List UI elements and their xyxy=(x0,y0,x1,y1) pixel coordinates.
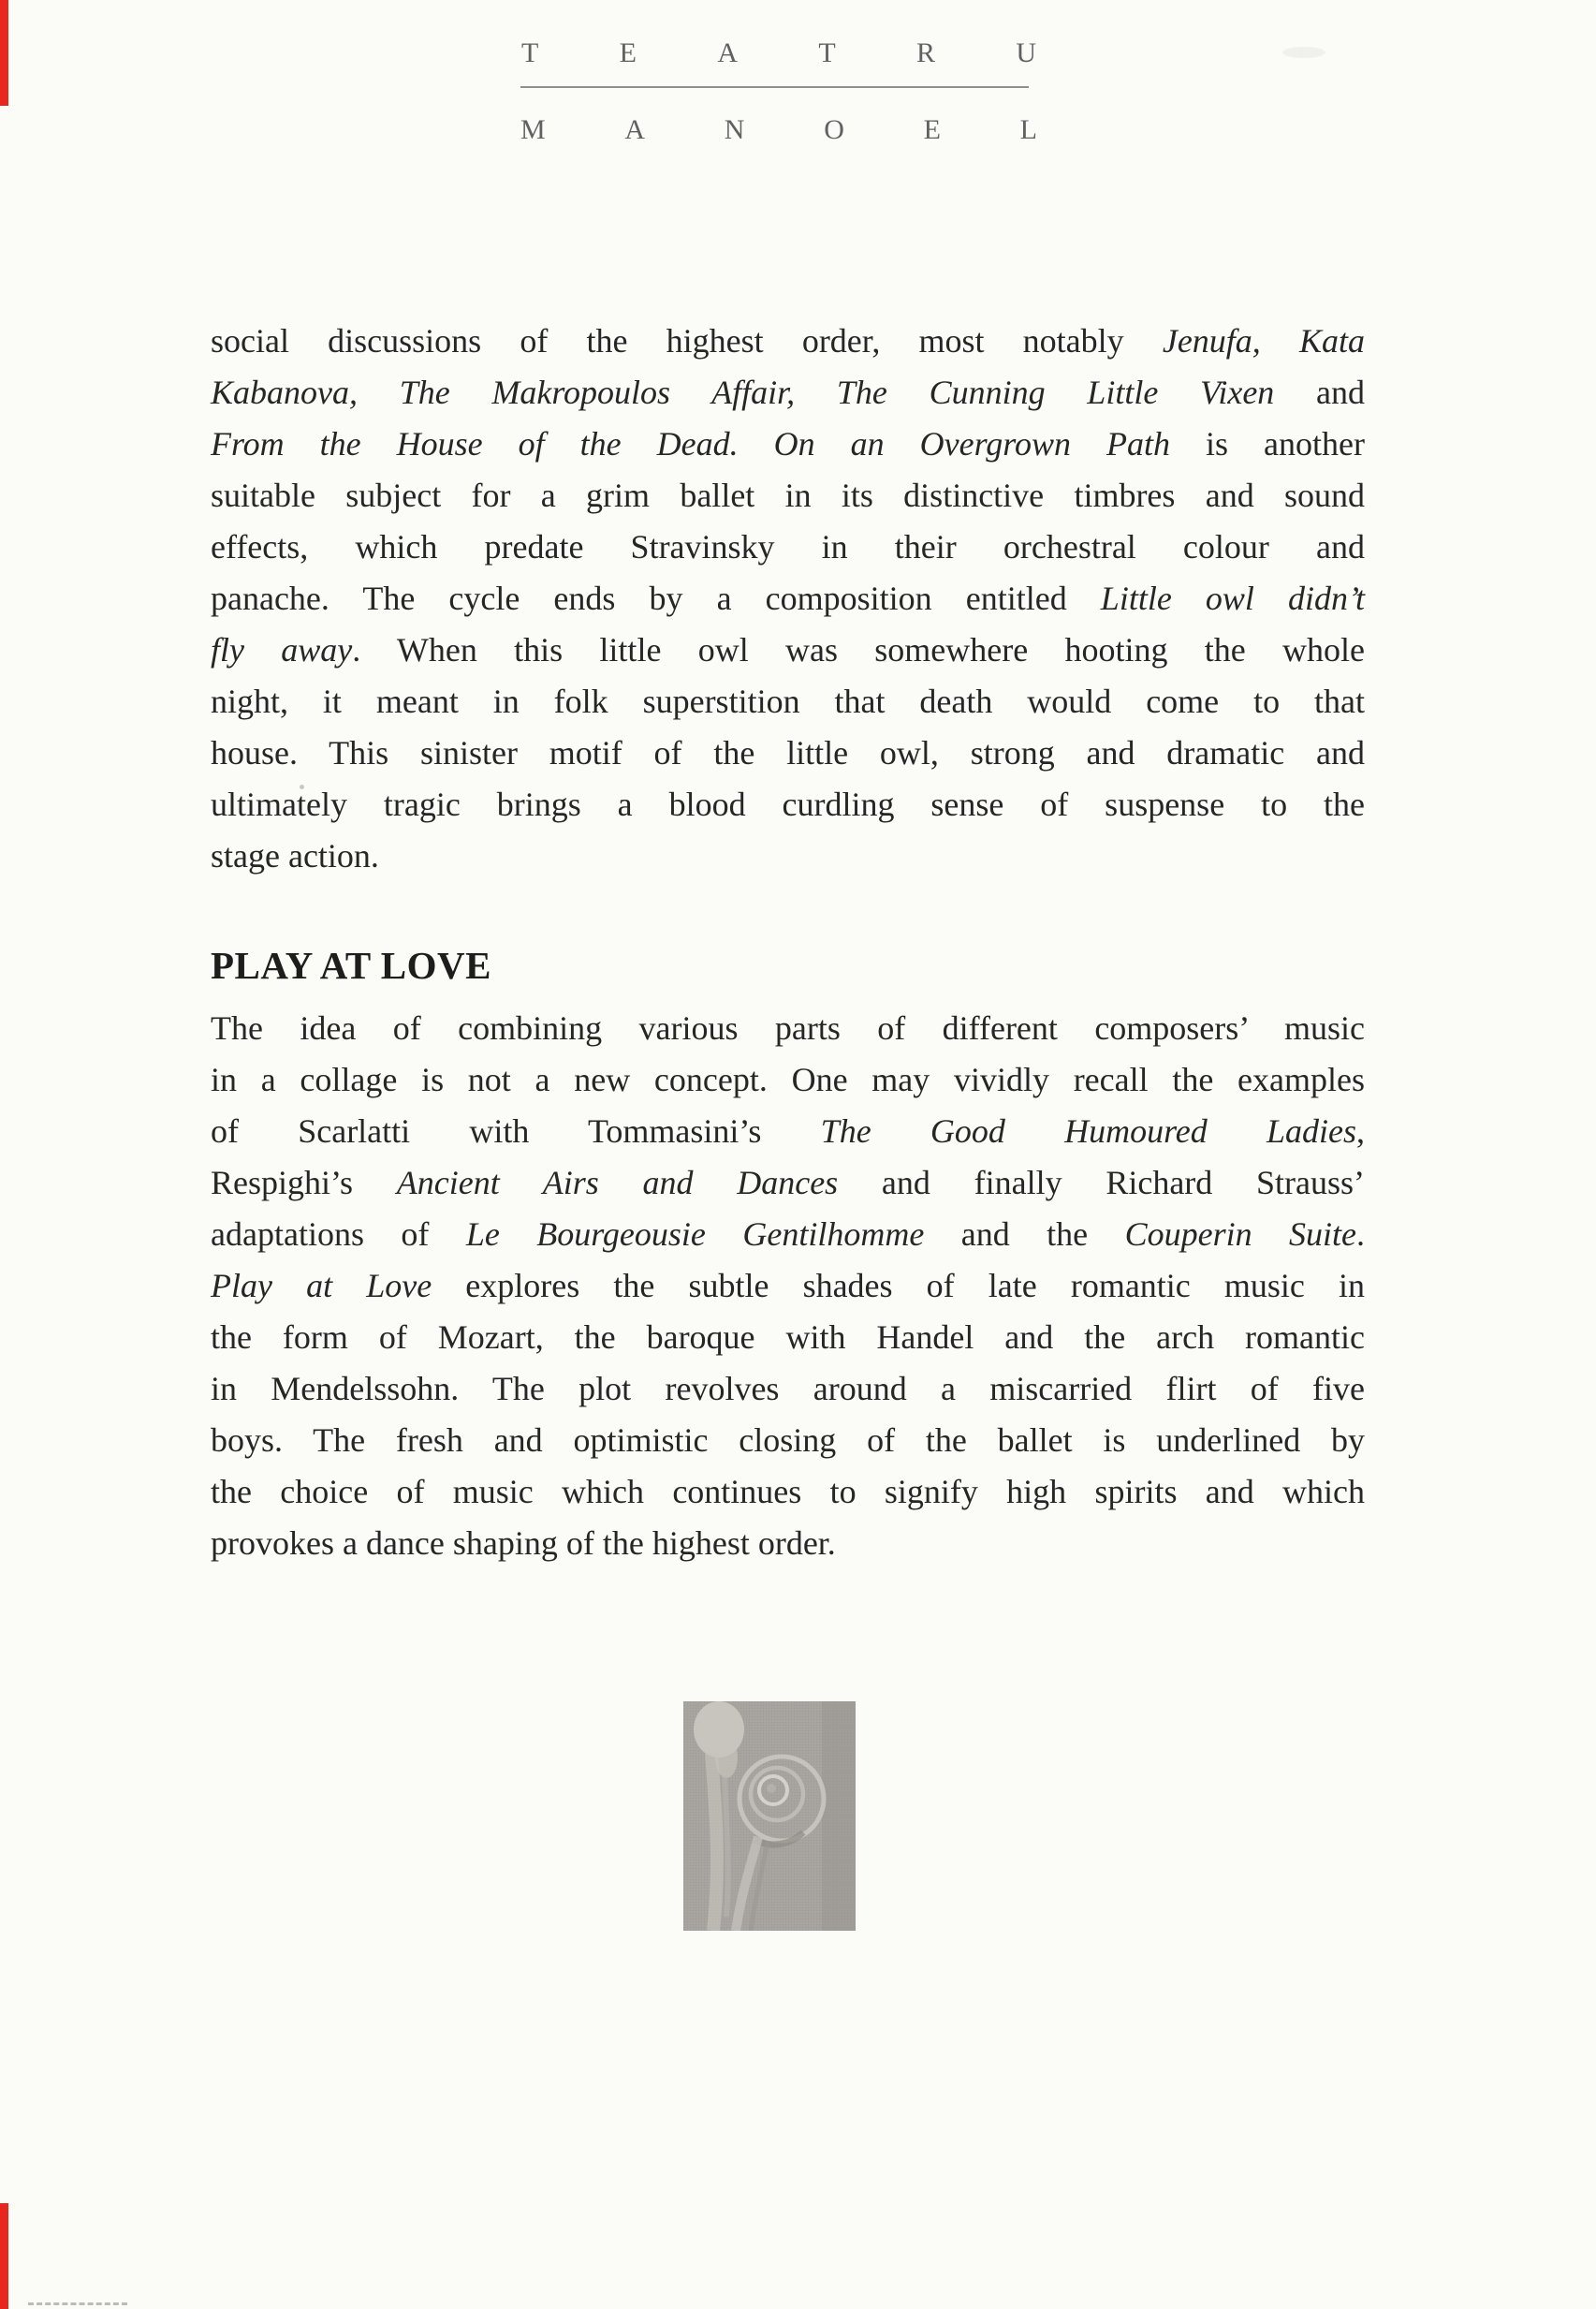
masthead-letter: E xyxy=(619,37,637,68)
masthead-letter: U xyxy=(1016,37,1036,68)
text-line: of Scarlatti with Tommasini’s The Good Humoured Ladies, xyxy=(211,1112,1365,1150)
text-line: social discussions of the highest order, most notably Jenufa, Kata xyxy=(211,322,1365,360)
text-line: house. This sinister motif of the little owl, strong and dramatic and xyxy=(211,734,1365,772)
text-line: From the House of the Dead. On an Overgrown Path is another xyxy=(211,425,1365,463)
paragraph-play-at-love xyxy=(211,1003,1365,1569)
text-line: provokes a dance shaping of the highest order. xyxy=(211,1524,836,1562)
masthead-divider xyxy=(520,86,1029,88)
masthead-letter: A xyxy=(624,114,646,145)
text-line: boys. The fresh and optimistic closing of the ballet is underlined by xyxy=(211,1421,1365,1459)
text-line: Play at Love explores the subtle shades of late romantic music in xyxy=(211,1267,1365,1304)
text-line: effects, which predate Stravinsky in their orchestral colour and xyxy=(211,528,1365,566)
masthead-letter: T xyxy=(521,37,539,68)
masthead-teatru xyxy=(521,37,1036,69)
text-line: in a collage is not a new concept. One may vividly recall the examples xyxy=(211,1061,1365,1098)
masthead-letter: T xyxy=(818,37,836,68)
text-line: panache. The cycle ends by a composition entitled Little owl didn’t xyxy=(211,580,1365,617)
masthead-letter: L xyxy=(1019,114,1037,145)
scan-artifact-smudge xyxy=(1282,47,1325,58)
paragraph-janacek-ballet xyxy=(211,316,1365,882)
scan-artifact-dotted-line xyxy=(28,2302,127,2305)
masthead-manoel xyxy=(520,114,1037,146)
text-line: the choice of music which continues to signify high spirits and which xyxy=(211,1473,1365,1510)
text-line: adaptations of Le Bourgeousie Gentilhomme and the Couperin Suite. xyxy=(211,1215,1365,1253)
text-line: suitable subject for a grim ballet in its distinctive timbres and sound xyxy=(211,477,1365,514)
scan-artifact-red-bar-bottom xyxy=(0,2203,8,2309)
text-line: night, it meant in folk superstition that death would come to that xyxy=(211,683,1365,720)
violin-scroll-image xyxy=(683,1701,856,1931)
masthead-letter: M xyxy=(520,114,546,145)
text-line: Respighi’s Ancient Airs and Dances and finally Richard Strauss’ xyxy=(211,1164,1366,1201)
section-heading-play-at-love: PLAY AT LOVE xyxy=(211,944,491,987)
masthead-letter: O xyxy=(824,114,844,145)
text-line: in Mendelssohn. The plot revolves around a miscarried flirt of five xyxy=(211,1370,1365,1407)
masthead-letter: R xyxy=(915,37,935,68)
text-line: fly away. When this little owl was somewhere hooting the whole xyxy=(211,631,1365,669)
masthead-letter: E xyxy=(923,114,941,145)
scan-artifact-red-bar-top xyxy=(0,0,8,106)
violin-scroll-photo xyxy=(683,1701,856,1931)
text-line: Kabanova, The Makropoulos Affair, The Cunning Little Vixen and xyxy=(211,374,1365,411)
text-line: stage action. xyxy=(211,837,379,875)
masthead-letter: N xyxy=(724,114,745,145)
text-line: the form of Mozart, the baroque with Handel and the arch romantic xyxy=(211,1318,1365,1356)
text-line: ultimately tragic brings a blood curdling sense of suspense to the xyxy=(211,786,1365,823)
masthead-letter: A xyxy=(717,37,738,68)
text-line: The idea of combining various parts of different composers’ music xyxy=(211,1009,1365,1047)
